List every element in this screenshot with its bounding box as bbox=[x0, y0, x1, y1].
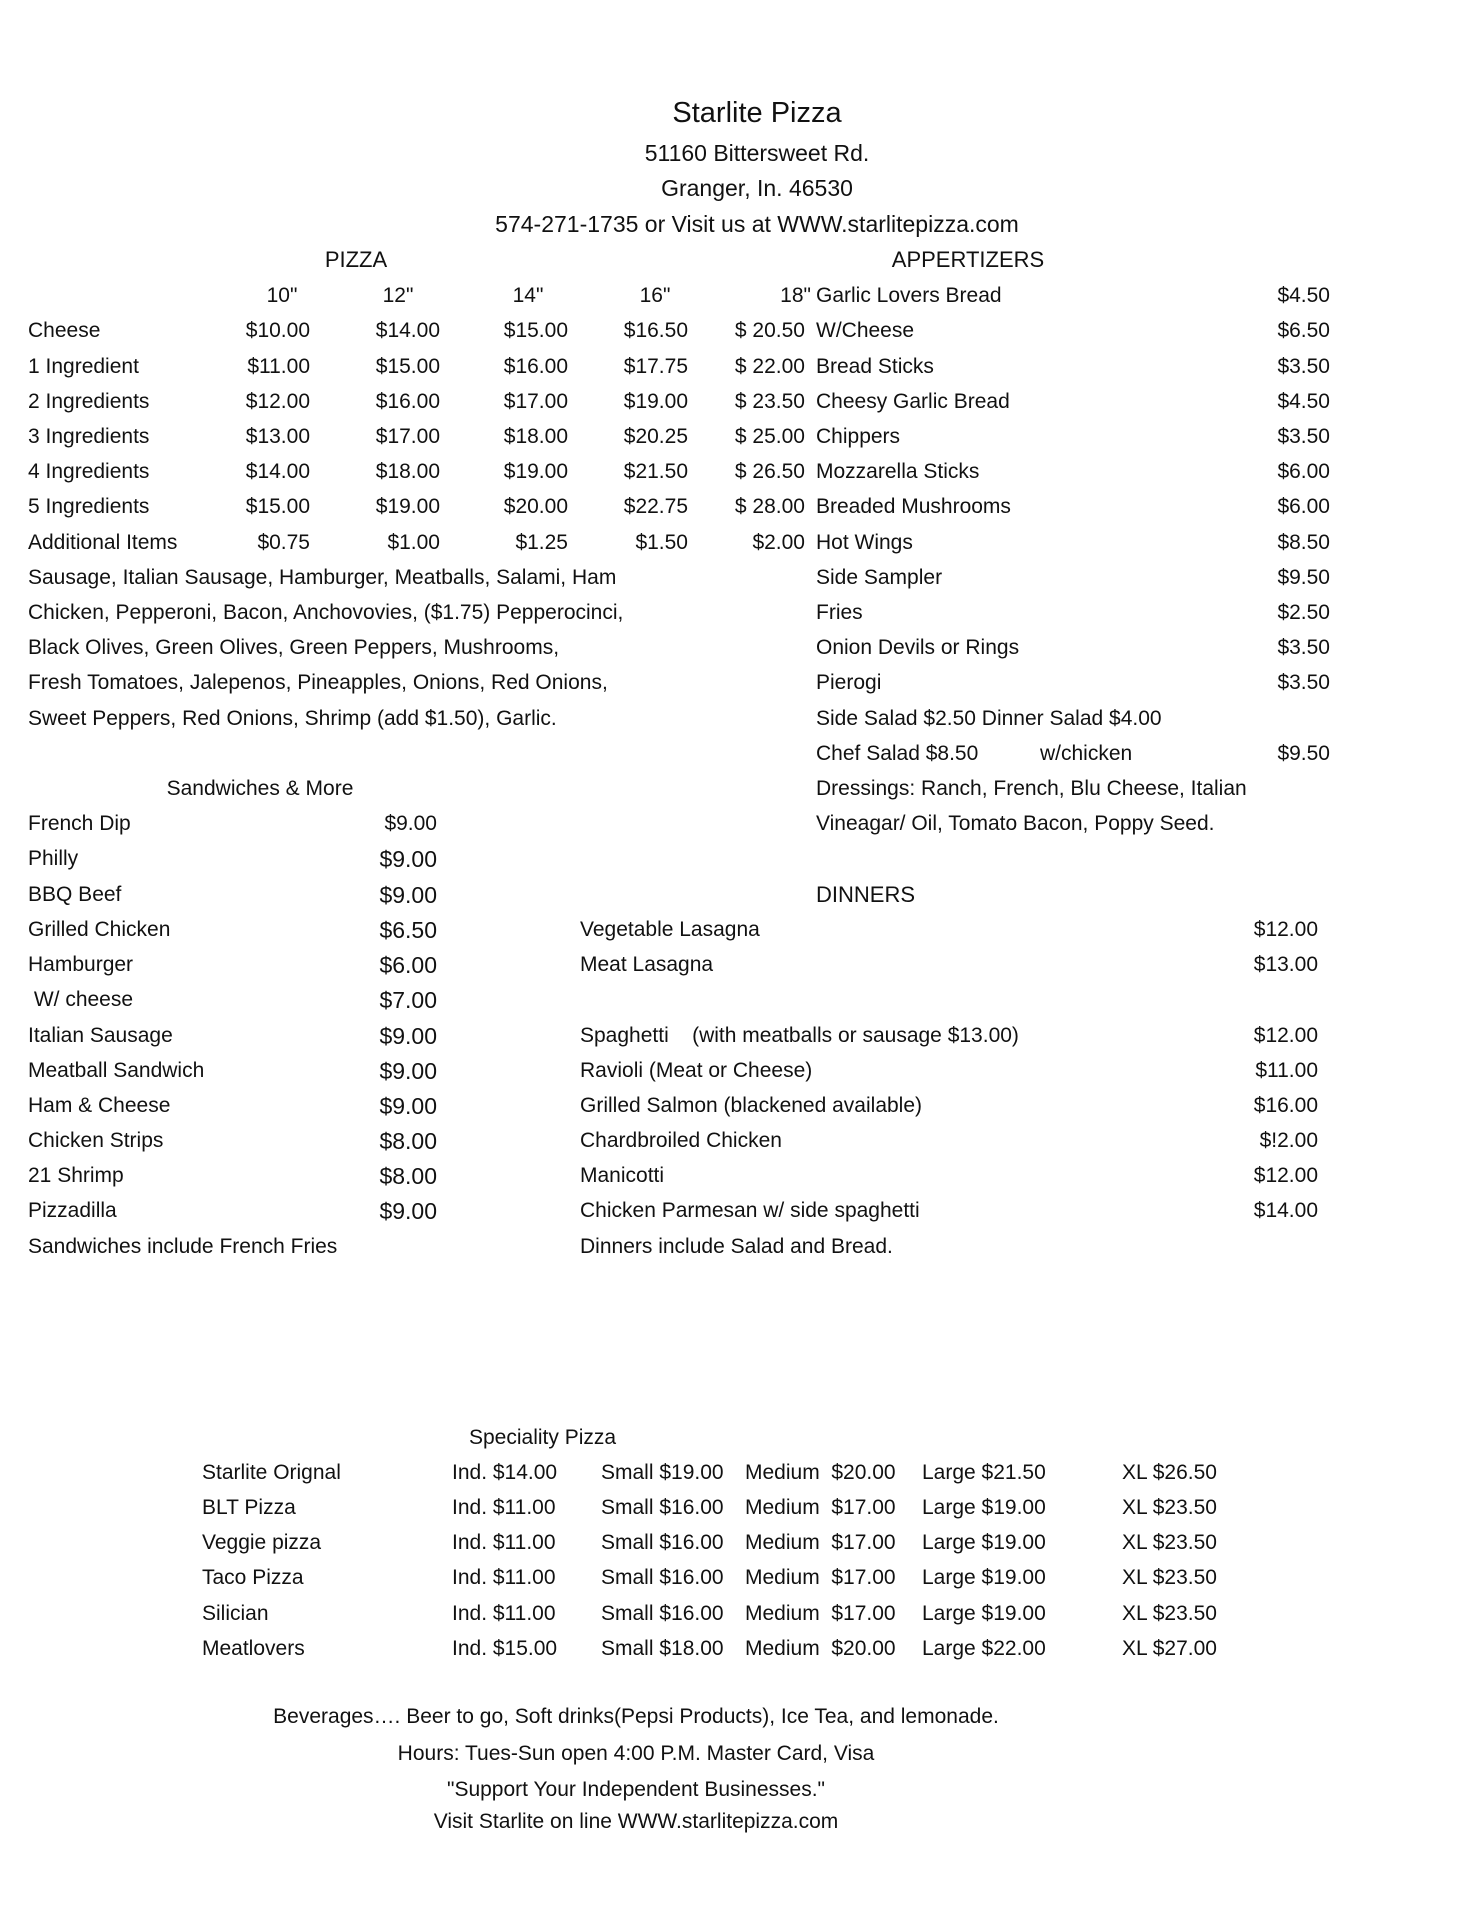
dinner-price: $12.00 bbox=[1253, 918, 1318, 941]
specialty-xl: XL $23.50 bbox=[1122, 1496, 1217, 1519]
sandwich-price: $9.00 bbox=[379, 1023, 437, 1049]
toppings-line: Chicken, Pepperoni, Bacon, Anchovovies, ($1.75) Pepperocinci, bbox=[28, 601, 624, 624]
pizza-price: $11.00 bbox=[247, 355, 310, 378]
pizza-price: $19.00 bbox=[503, 460, 568, 483]
specialty-medium: Medium $17.00 bbox=[745, 1496, 896, 1519]
dinner-price: $16.00 bbox=[1253, 1094, 1318, 1117]
specialty-name: Silician bbox=[202, 1602, 269, 1625]
pizza-price: $ 28.00 bbox=[734, 495, 805, 518]
appetizer-name: Side Sampler bbox=[816, 566, 943, 589]
sandwich-name: Italian Sausage bbox=[28, 1024, 173, 1047]
toppings-line: Fresh Tomatoes, Jalepenos, Pineapples, Onions, Red Onions, bbox=[28, 671, 608, 694]
sandwich-name: Philly bbox=[28, 847, 79, 870]
sandwich-name: 21 Shrimp bbox=[28, 1164, 124, 1187]
pizza-price: $ 23.50 bbox=[734, 390, 805, 413]
slogan-line: "Support Your Independent Businesses." bbox=[446, 1778, 826, 1801]
sandwich-name: Chicken Strips bbox=[28, 1129, 164, 1152]
sandwich-price: $6.00 bbox=[379, 952, 437, 978]
appetizer-price: $3.50 bbox=[1277, 636, 1330, 659]
dressings-line: Vineagar/ Oil, Tomato Bacon, Poppy Seed. bbox=[816, 812, 1215, 835]
pizza-price: $13.00 bbox=[245, 425, 310, 448]
appetizer-name: Hot Wings bbox=[816, 531, 913, 554]
pizza-price: $2.00 bbox=[752, 531, 805, 554]
dinners-note: Dinners include Salad and Bread. bbox=[580, 1235, 893, 1258]
pizza-price: $16.50 bbox=[623, 319, 688, 342]
sandwich-price: $9.00 bbox=[379, 1058, 437, 1084]
appetizer-name: Bread Sticks bbox=[816, 355, 934, 378]
dinner-name: Spaghetti (with meatballs or sausage $13.00) bbox=[580, 1024, 1019, 1047]
specialty-small: Small $16.00 bbox=[601, 1496, 724, 1519]
pizza-row-label: 4 Ingredients bbox=[28, 460, 150, 483]
salad-prices: Side Salad $2.50 Dinner Salad $4.00 bbox=[816, 707, 1162, 730]
pizza-row-label: Additional Items bbox=[28, 531, 178, 554]
specialty-large: Large $19.00 bbox=[922, 1531, 1046, 1554]
specialty-name: Starlite Orignal bbox=[202, 1461, 341, 1484]
pizza-row-label: 3 Ingredients bbox=[28, 425, 150, 448]
pizza-price: $1.25 bbox=[515, 531, 568, 554]
sandwich-price: $9.00 bbox=[379, 846, 437, 872]
specialty-small: Small $18.00 bbox=[601, 1637, 724, 1660]
pizza-price: $19.00 bbox=[623, 390, 688, 413]
sandwich-name: Ham & Cheese bbox=[28, 1094, 171, 1117]
dinner-price: $12.00 bbox=[1253, 1024, 1318, 1047]
pizza-row-label: 5 Ingredients bbox=[28, 495, 150, 518]
address: 51160 Bittersweet Rd. bbox=[644, 140, 870, 166]
size-16: 16" bbox=[639, 284, 671, 307]
pizza-price: $22.75 bbox=[623, 495, 688, 518]
pizza-price: $15.00 bbox=[375, 355, 440, 378]
appetizer-name: Chippers bbox=[816, 425, 901, 448]
size-10: 10" bbox=[266, 284, 298, 307]
pizza-price: $14.00 bbox=[245, 460, 310, 483]
dinners-heading: DINNERS bbox=[816, 882, 916, 907]
appetizer-price: $6.00 bbox=[1277, 495, 1330, 518]
specialty-large: Large $22.00 bbox=[922, 1637, 1046, 1660]
dinner-name: Meat Lasagna bbox=[580, 953, 714, 976]
appetizer-price: $9.50 bbox=[1277, 566, 1330, 589]
city: Granger, In. 46530 bbox=[661, 175, 853, 201]
pizza-price: $20.00 bbox=[503, 495, 568, 518]
dinner-price: $12.00 bbox=[1253, 1164, 1318, 1187]
specialty-ind: Ind. $11.00 bbox=[452, 1602, 556, 1625]
specialty-small: Small $16.00 bbox=[601, 1602, 724, 1625]
appetizer-price: $2.50 bbox=[1277, 601, 1330, 624]
pizza-price: $16.00 bbox=[503, 355, 568, 378]
specialty-small: Small $16.00 bbox=[601, 1566, 724, 1589]
toppings-line: Sausage, Italian Sausage, Hamburger, Meatballs, Salami, Ham bbox=[28, 566, 617, 589]
specialty-name: BLT Pizza bbox=[202, 1496, 296, 1519]
appetizer-price: $6.50 bbox=[1277, 319, 1330, 342]
specialty-small: Small $19.00 bbox=[601, 1461, 724, 1484]
contact-line: 574-271-1735 or Visit us at WWW.starlitepizza.com bbox=[495, 211, 1019, 237]
specialty-xl: XL $26.50 bbox=[1122, 1461, 1217, 1484]
pizza-price: $1.50 bbox=[635, 531, 688, 554]
website-line: Visit Starlite on line WWW.starlitepizza.com bbox=[433, 1810, 839, 1833]
pizza-heading: PIZZA bbox=[324, 247, 388, 272]
pizza-price: $17.00 bbox=[503, 390, 568, 413]
dinner-price: $!2.00 bbox=[1259, 1129, 1318, 1152]
toppings-line: Black Olives, Green Olives, Green Peppers, Mushrooms, bbox=[28, 636, 560, 659]
dinner-name: Vegetable Lasagna bbox=[580, 918, 760, 941]
specialty-large: Large $19.00 bbox=[922, 1602, 1046, 1625]
pizza-price: $ 25.00 bbox=[734, 425, 805, 448]
dinner-name: Manicotti bbox=[580, 1164, 665, 1187]
specialty-ind: Ind. $11.00 bbox=[452, 1531, 556, 1554]
sandwich-name: French Dip bbox=[28, 812, 131, 835]
sandwich-price: $8.00 bbox=[379, 1163, 437, 1189]
appetizer-price: $4.50 bbox=[1277, 390, 1330, 413]
pizza-row-label: 1 Ingredient bbox=[28, 355, 139, 378]
specialty-large: Large $19.00 bbox=[922, 1566, 1046, 1589]
specialty-xl: XL $23.50 bbox=[1122, 1602, 1217, 1625]
specialty-medium: Medium $20.00 bbox=[745, 1637, 896, 1660]
pizza-price: $ 26.50 bbox=[734, 460, 805, 483]
specialty-medium: Medium $20.00 bbox=[745, 1461, 896, 1484]
pizza-price: $20.25 bbox=[623, 425, 688, 448]
sandwich-name: W/ cheese bbox=[28, 988, 134, 1011]
chef-salad: Chef Salad $8.50 bbox=[816, 742, 979, 765]
chef-salad-chicken-price: $9.50 bbox=[1277, 742, 1330, 765]
specialty-medium: Medium $17.00 bbox=[745, 1531, 896, 1554]
specialty-ind: Ind. $11.00 bbox=[452, 1566, 556, 1589]
pizza-price: $ 20.50 bbox=[734, 319, 805, 342]
specialty-small: Small $16.00 bbox=[601, 1531, 724, 1554]
appetizer-price: $4.50 bbox=[1277, 284, 1330, 307]
appetizer-name: Fries bbox=[816, 601, 863, 624]
specialty-medium: Medium $17.00 bbox=[745, 1566, 896, 1589]
pizza-price: $14.00 bbox=[375, 319, 440, 342]
sandwich-price: $9.00 bbox=[379, 1093, 437, 1119]
hours-line: Hours: Tues-Sun open 4:00 P.M. Master Card, Visa bbox=[397, 1742, 875, 1765]
appetizer-name: Pierogi bbox=[816, 671, 882, 694]
dinner-price: $14.00 bbox=[1253, 1199, 1318, 1222]
appetizers-heading: APPERTIZERS bbox=[891, 247, 1045, 272]
pizza-price: $17.75 bbox=[623, 355, 688, 378]
pizza-price: $15.00 bbox=[503, 319, 568, 342]
appetizer-name: Onion Devils or Rings bbox=[816, 636, 1020, 659]
sandwich-price: $8.00 bbox=[379, 1128, 437, 1154]
pizza-price: $15.00 bbox=[245, 495, 310, 518]
specialty-name: Meatlovers bbox=[202, 1637, 305, 1660]
dinner-name: Chicken Parmesan w/ side spaghetti bbox=[580, 1199, 920, 1222]
toppings-line: Sweet Peppers, Red Onions, Shrimp (add $1.50), Garlic. bbox=[28, 707, 557, 730]
sandwich-name: Grilled Chicken bbox=[28, 918, 171, 941]
sandwich-name: Meatball Sandwich bbox=[28, 1059, 205, 1082]
specialty-xl: XL $27.00 bbox=[1122, 1637, 1217, 1660]
pizza-price: $16.00 bbox=[375, 390, 440, 413]
appetizer-name: Mozzarella Sticks bbox=[816, 460, 980, 483]
dinner-name: Chardbroiled Chicken bbox=[580, 1129, 782, 1152]
dressings-line: Dressings: Ranch, French, Blu Cheese, Italian bbox=[816, 777, 1247, 800]
specialty-large: Large $21.50 bbox=[922, 1461, 1046, 1484]
size-18: 18" bbox=[780, 284, 811, 307]
restaurant-name: Starlite Pizza bbox=[672, 97, 842, 129]
appetizer-name: Garlic Lovers Bread bbox=[816, 284, 1002, 307]
specialty-medium: Medium $17.00 bbox=[745, 1602, 896, 1625]
sandwich-price: $7.00 bbox=[379, 987, 437, 1013]
specialty-ind: Ind. $15.00 bbox=[452, 1637, 558, 1660]
appetizer-price: $3.50 bbox=[1277, 671, 1330, 694]
pizza-price: $21.50 bbox=[623, 460, 688, 483]
pizza-price: $12.00 bbox=[245, 390, 310, 413]
dinner-name: Grilled Salmon (blackened available) bbox=[580, 1094, 923, 1117]
specialty-name: Taco Pizza bbox=[202, 1566, 304, 1589]
specialty-heading: Speciality Pizza bbox=[469, 1426, 617, 1449]
appetizer-name: Breaded Mushrooms bbox=[816, 495, 1011, 518]
size-12: 12" bbox=[382, 284, 414, 307]
specialty-large: Large $19.00 bbox=[922, 1496, 1046, 1519]
specialty-xl: XL $23.50 bbox=[1122, 1531, 1217, 1554]
sandwich-price: $6.50 bbox=[379, 917, 437, 943]
pizza-price: $18.00 bbox=[503, 425, 568, 448]
chef-salad-chicken: w/chicken bbox=[1040, 742, 1133, 765]
sandwiches-heading: Sandwiches & More bbox=[166, 777, 354, 800]
sandwich-price: $9.00 bbox=[379, 882, 437, 908]
pizza-row-label: Cheese bbox=[28, 319, 101, 342]
specialty-ind: Ind. $11.00 bbox=[452, 1496, 556, 1519]
dinner-price: $11.00 bbox=[1255, 1059, 1318, 1082]
pizza-price: $17.00 bbox=[375, 425, 440, 448]
sandwich-name: BBQ Beef bbox=[28, 883, 122, 906]
sandwiches-note: Sandwiches include French Fries bbox=[28, 1235, 338, 1258]
appetizer-price: $3.50 bbox=[1277, 355, 1330, 378]
appetizer-price: $8.50 bbox=[1277, 531, 1330, 554]
pizza-price: $0.75 bbox=[257, 531, 310, 554]
appetizer-name: Cheesy Garlic Bread bbox=[816, 390, 1010, 413]
pizza-price: $19.00 bbox=[375, 495, 440, 518]
specialty-name: Veggie pizza bbox=[202, 1531, 322, 1554]
sandwich-price: $9.00 bbox=[379, 1198, 437, 1224]
sandwich-price: $9.00 bbox=[384, 812, 437, 835]
pizza-price: $10.00 bbox=[245, 319, 310, 342]
size-14: 14" bbox=[512, 284, 544, 307]
dinner-name: Ravioli (Meat or Cheese) bbox=[580, 1059, 813, 1082]
pizza-row-label: 2 Ingredients bbox=[28, 390, 150, 413]
specialty-ind: Ind. $14.00 bbox=[452, 1461, 558, 1484]
sandwich-name: Pizzadilla bbox=[28, 1199, 117, 1222]
pizza-price: $18.00 bbox=[375, 460, 440, 483]
specialty-xl: XL $23.50 bbox=[1122, 1566, 1217, 1589]
pizza-price: $ 22.00 bbox=[734, 355, 805, 378]
appetizer-name: W/Cheese bbox=[816, 319, 915, 342]
sandwich-name: Hamburger bbox=[28, 953, 134, 976]
appetizer-price: $6.00 bbox=[1277, 460, 1330, 483]
appetizer-price: $3.50 bbox=[1277, 425, 1330, 448]
pizza-price: $1.00 bbox=[387, 531, 440, 554]
beverages-line: Beverages…. Beer to go, Soft drinks(Pepsi Products), Ice Tea, and lemonade. bbox=[273, 1705, 999, 1728]
dinner-price: $13.00 bbox=[1253, 953, 1318, 976]
